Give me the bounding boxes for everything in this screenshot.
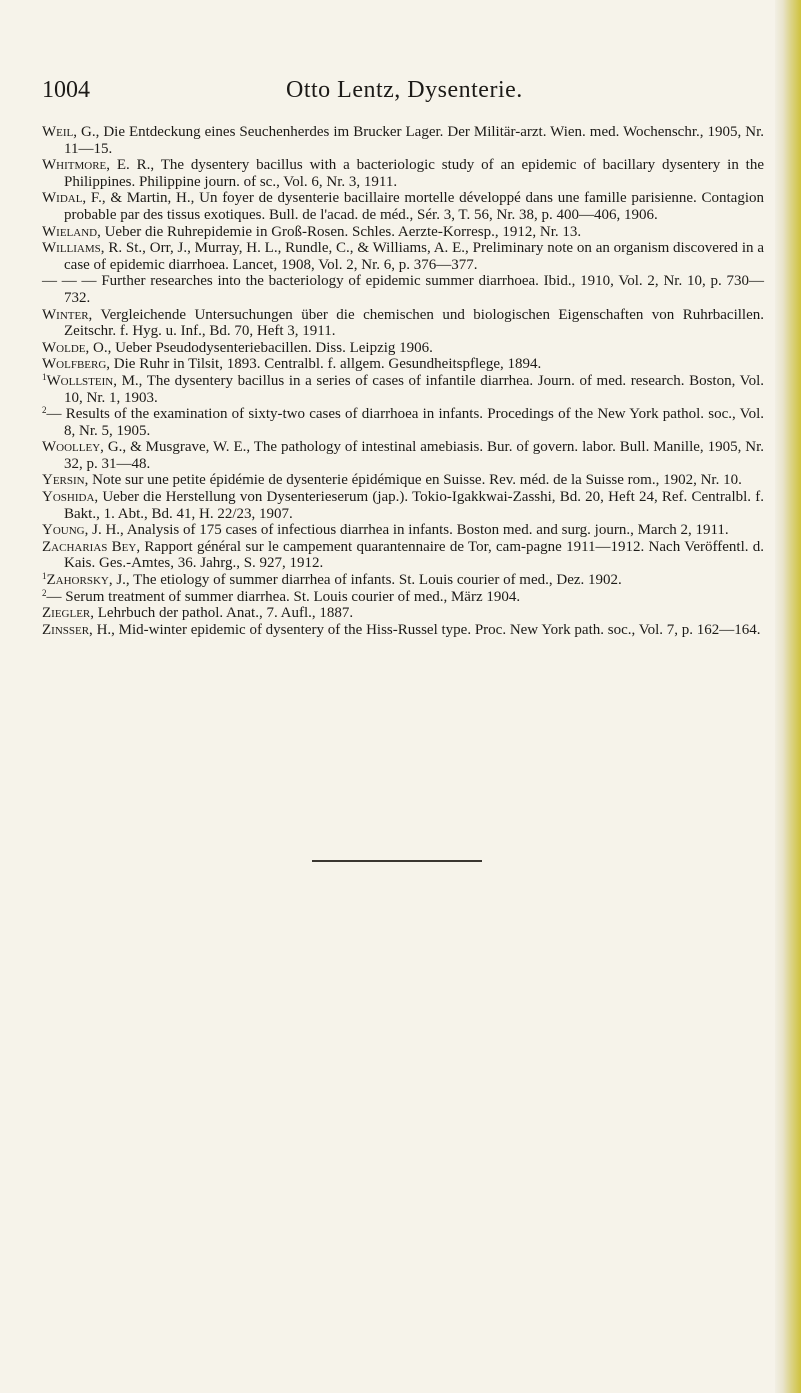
reference-entry (42, 190, 764, 223)
reference-author: Wolfberg, (42, 356, 111, 373)
reference-author: Zacharias Bey, (42, 538, 141, 555)
reference-author: Zinsser, (42, 621, 93, 638)
reference-author: — (46, 406, 62, 423)
reference-text: Rapport général sur le campement quarantennaire de Tor, cam-pagne 1911—1912. Nach Veröffentl. d. Kais. Ges.-Amtes, 36. Jahrg., S. 927, 1912. (64, 538, 765, 572)
reference-entry (42, 273, 764, 306)
reference-entry (42, 240, 764, 273)
reference-author: — — — (42, 273, 97, 290)
reference-text: M., The dysentery bacillus in a series of cases of infantile diarrhea. Journ. of med. research. Boston, Vol. 10, Nr. 1, 1903. (64, 372, 764, 406)
reference-entry (42, 439, 764, 472)
reference-entry (42, 157, 764, 190)
reference-entry (42, 622, 764, 639)
reference-entry (42, 539, 764, 572)
reference-text: R. St., Orr, J., Murray, H. L., Rundle, C., & Williams, A. E., Preliminary note on an organism discovered in a case of epidemic diarrhoea. Lancet, 1908, Vol. 2, Nr. 6, p. 376—377. (64, 240, 764, 273)
end-rule (312, 860, 482, 862)
reference-text: Further researches into the bacteriology of epidemic summer diarrhoea. Ibid., 1910, Vol. 2, Nr. 10, p. 730—732. (64, 273, 764, 306)
reference-entry (42, 406, 764, 439)
reference-author: Weil, (42, 124, 78, 140)
reference-footnote-marker: 1 (42, 371, 47, 382)
reference-author: Young, (42, 522, 89, 539)
reference-text: Results of the examination of sixty-two cases of diarrhoea in infants. Procedings of the New York pathol. soc., Vol. 8, Nr. 5, 1905. (61, 406, 764, 439)
reference-text: J., The etiology of summer diarrhea of infants. St. Louis courier of med., Dez. 1902. (112, 572, 622, 589)
reference-text: F., & Martin, H., Un foyer de dysenterie bacillaire mortelle développé dans une famille parisienne. Contagion probable par des tissus exotiques. Bull. de l'acad. de méd., Sér. 3, T. 56, Nr. 38, p. 400—406, 1906. (64, 190, 764, 223)
reference-author: Winter, (42, 306, 93, 323)
page-header (42, 74, 764, 106)
reference-text: Vergleichende Untersuchungen über die chemischen und biologischen Eigenschaften von Ruhrbacillen. Zeitschr. f. Hyg. u. Inf., Bd. 70, Heft 3, 1911. (64, 306, 764, 340)
reference-entry (42, 522, 764, 539)
reference-entry (42, 589, 764, 606)
reference-author: Williams, (42, 240, 105, 257)
reference-author: Wollstein, (46, 372, 117, 389)
reference-text: Note sur une petite épidémie de dysenterie épidémique en Suisse. Rev. méd. de la Suisse rom., 1902, Nr. 10. (88, 472, 742, 489)
reference-author: Yoshida, (42, 489, 99, 506)
reference-text: Lehrbuch der pathol. Anat., 7. Aufl., 1887. (94, 605, 354, 622)
reference-author: Zahorsky, (46, 572, 113, 589)
reference-list (42, 124, 764, 638)
reference-text: G., Die Entdeckung eines Seuchenherdes im Brucker Lager. Der Militär-arzt. Wien. med. Wochenschr., 1905, Nr. 11—15. (64, 124, 764, 157)
page-edge-shadow (775, 0, 801, 1393)
reference-text: O., Ueber Pseudodysenteriebacillen. Diss. Leipzig 1906. (89, 339, 433, 356)
reference-entry (42, 224, 764, 241)
reference-entry (42, 472, 764, 489)
reference-entry (42, 307, 764, 340)
reference-footnote-marker: 1 (42, 571, 47, 582)
reference-footnote-marker: 2 (42, 405, 47, 416)
reference-footnote-marker: 2 (42, 587, 47, 598)
reference-entry (42, 356, 764, 373)
reference-entry (42, 373, 764, 406)
reference-text: H., Mid-winter epidemic of dysentery of the Hiss-Russel type. Proc. New York path. soc., Vol. 7, p. 162—164. (92, 621, 761, 638)
reference-author: Ziegler, (42, 605, 95, 622)
reference-author: Wolde, (42, 339, 90, 356)
reference-text: Serum treatment of summer diarrhea. St. Louis courier of med., März 1904. (61, 588, 521, 605)
reference-text: G., & Musgrave, W. E., The pathology of intestinal amebiasis. Bur. of govern. labor. Bull. Manille, 1905, Nr. 32, p. 31—48. (64, 439, 764, 472)
reference-author: Wieland, (42, 223, 101, 240)
reference-text: Die Ruhr in Tilsit, 1893. Centralbl. f. allgem. Gesundheitspflege, 1894. (110, 356, 542, 373)
reference-entry (42, 340, 764, 357)
reference-text: Ueber die Ruhrepidemie in Groß-Rosen. Schles. Aerzte-Korresp., 1912, Nr. 13. (100, 223, 582, 240)
reference-entry (42, 489, 764, 522)
reference-text: E. R., The dysentery bacillus with a bacteriologic study of an epidemic of bacillary dysentery in the Philippines. Philippine journ. of sc., Vol. 6, Nr. 3, 1911. (64, 157, 764, 190)
running-title: Otto Lentz, Dysenterie. (286, 77, 523, 103)
page-number: 1004 (42, 77, 90, 103)
reference-text: Ueber die Herstellung von Dysenterieserum (jap.). Tokio-Igakkwai-Zasshi, Bd. 20, Heft 24, Ref. Centralbl. f. Bakt., 1. Abt., Bd. 41, H. 22/23, 1907. (64, 489, 764, 522)
reference-entry (42, 124, 764, 157)
reference-entry (42, 572, 764, 589)
reference-author: Widal, (42, 190, 87, 207)
reference-author: Whitmore, (42, 157, 111, 174)
reference-text: J. H., Analysis of 175 cases of infectious diarrhea in infants. Boston med. and surg. journ., March 2, 1911. (88, 522, 729, 539)
reference-author: Yersin, (42, 472, 89, 489)
reference-author: — (46, 588, 62, 605)
reference-entry (42, 605, 764, 622)
reference-author: Woolley, (42, 439, 104, 456)
